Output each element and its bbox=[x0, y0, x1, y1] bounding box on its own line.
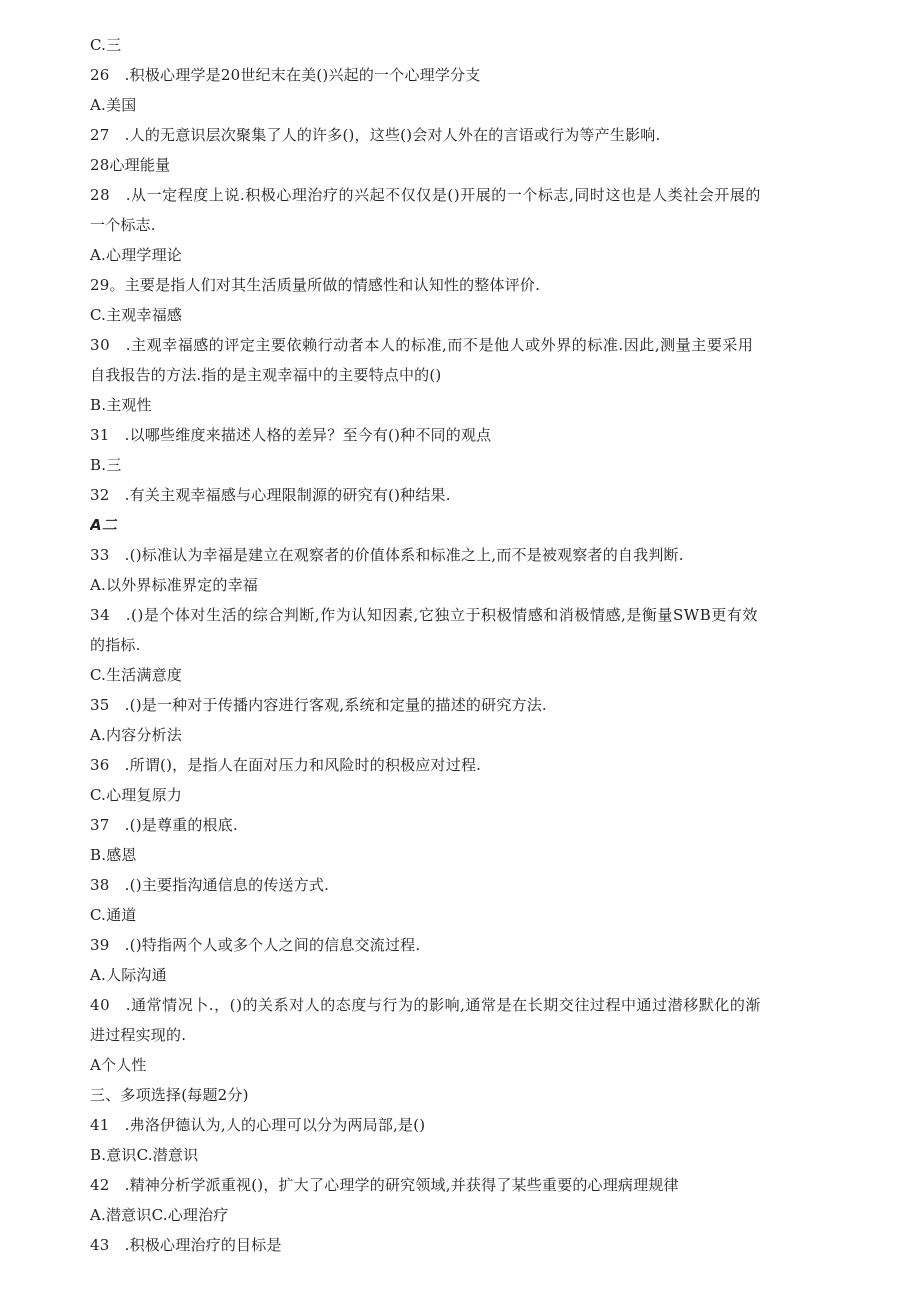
question-42: 42 .精神分析学派重视()，扩大了心理学的研究领域,并获得了某些重要的心理病理规律 bbox=[90, 1176, 679, 1194]
question-31: 31 .以哪些维度来描述人格的差异？至今有()种不同的观点 bbox=[90, 426, 492, 444]
answer-line: C.主观幸福感 bbox=[90, 306, 183, 324]
question-39: 39 .()特指两个人或多个人之间的信息交流过程. bbox=[90, 936, 421, 954]
answer-line: A.内容分析法 bbox=[90, 726, 183, 744]
answer-line: A.以外界标准界定的幸福 bbox=[90, 576, 259, 594]
answer-line: A.美国 bbox=[90, 96, 137, 114]
answer-line: B.意识C.潜意识 bbox=[90, 1146, 199, 1164]
answer-line: A个人性 bbox=[90, 1056, 147, 1074]
question-36: 36 .所谓()，是指人在面对压力和风险时的积极应对过程. bbox=[90, 756, 482, 774]
question-26: 26 .积极心理学是20世纪末在美()兴起的一个心理学分支 bbox=[90, 66, 481, 84]
answer-line: A.人际沟通 bbox=[90, 966, 167, 984]
question-30: 30 .主观幸福感的评定主要依赖行动者本人的标准,而不是他人或外界的标准.因此,测量主要采用 bbox=[90, 336, 754, 354]
question-34: 34 .()是个体对生活的综合判断,作为认知因素,它独立于积极情感和消极情感,是衡量SWB更有效 bbox=[90, 606, 758, 624]
answer-line: C.生活满意度 bbox=[90, 666, 183, 684]
answer-line: A.潜意识C.心理治疗 bbox=[90, 1206, 229, 1224]
question-40: 40 .通常情况卜.，()的关系对人的态度与行为的影响,通常是在长期交往过程中通过潜移默化的渐 bbox=[90, 996, 761, 1014]
question-28-continued: 一个标志. bbox=[90, 216, 156, 234]
question-29: 29。主要是指人们对其生活质量所做的情感性和认知性的整体评价. bbox=[90, 276, 541, 294]
section-heading: 三、多项选择(每题2分) bbox=[90, 1086, 249, 1104]
question-38: 38 .()主要指沟通信息的传送方式. bbox=[90, 876, 330, 894]
question-43: 43 .积极心理治疗的目标是 bbox=[90, 1236, 282, 1254]
question-30-continued: 自我报告的方法.指的是主观幸福中的主要特点中的() bbox=[90, 366, 442, 384]
question-40-continued: 进过程实现的. bbox=[90, 1026, 187, 1044]
answer-line: B.感恩 bbox=[90, 846, 137, 864]
question-37: 37 .()是尊重的根底. bbox=[90, 816, 238, 834]
answer-line: B.主观性 bbox=[90, 396, 152, 414]
answer-line: B.三 bbox=[90, 456, 122, 474]
answer-line: C.三 bbox=[90, 36, 122, 54]
question-35: 35 .()是一种对于传播内容进行客观,系统和定量的描述的研究方法. bbox=[90, 696, 547, 714]
question-28: 28 .从一定程度上说.积极心理治疗的兴起不仅仅是()开展的一个标志,同时这也是人类社会开展的 bbox=[90, 186, 761, 204]
answer-line: 28心理能量 bbox=[90, 156, 171, 174]
answer-line: C.通道 bbox=[90, 906, 137, 924]
question-33: 33 .()标准认为幸福是建立在观察者的价值体系和标准之上,而不是被观察者的自我判断. bbox=[90, 546, 684, 564]
document-page bbox=[90, 30, 830, 1260]
answer-line: A二 bbox=[90, 516, 118, 534]
question-41: 41 .弗洛伊德认为,人的心理可以分为两局部,是() bbox=[90, 1116, 426, 1134]
question-34-continued: 的指标. bbox=[90, 636, 141, 654]
question-32: 32 .有关主观幸福感与心理限制源的研究有()种结果. bbox=[90, 486, 451, 504]
answer-line: C.心理复原力 bbox=[90, 786, 183, 804]
answer-line: A.心理学理论 bbox=[90, 246, 183, 264]
question-27: 27 .人的无意识层次聚集了人的许多()，这些()会对人外在的言语或行为等产生影响. bbox=[90, 126, 661, 144]
